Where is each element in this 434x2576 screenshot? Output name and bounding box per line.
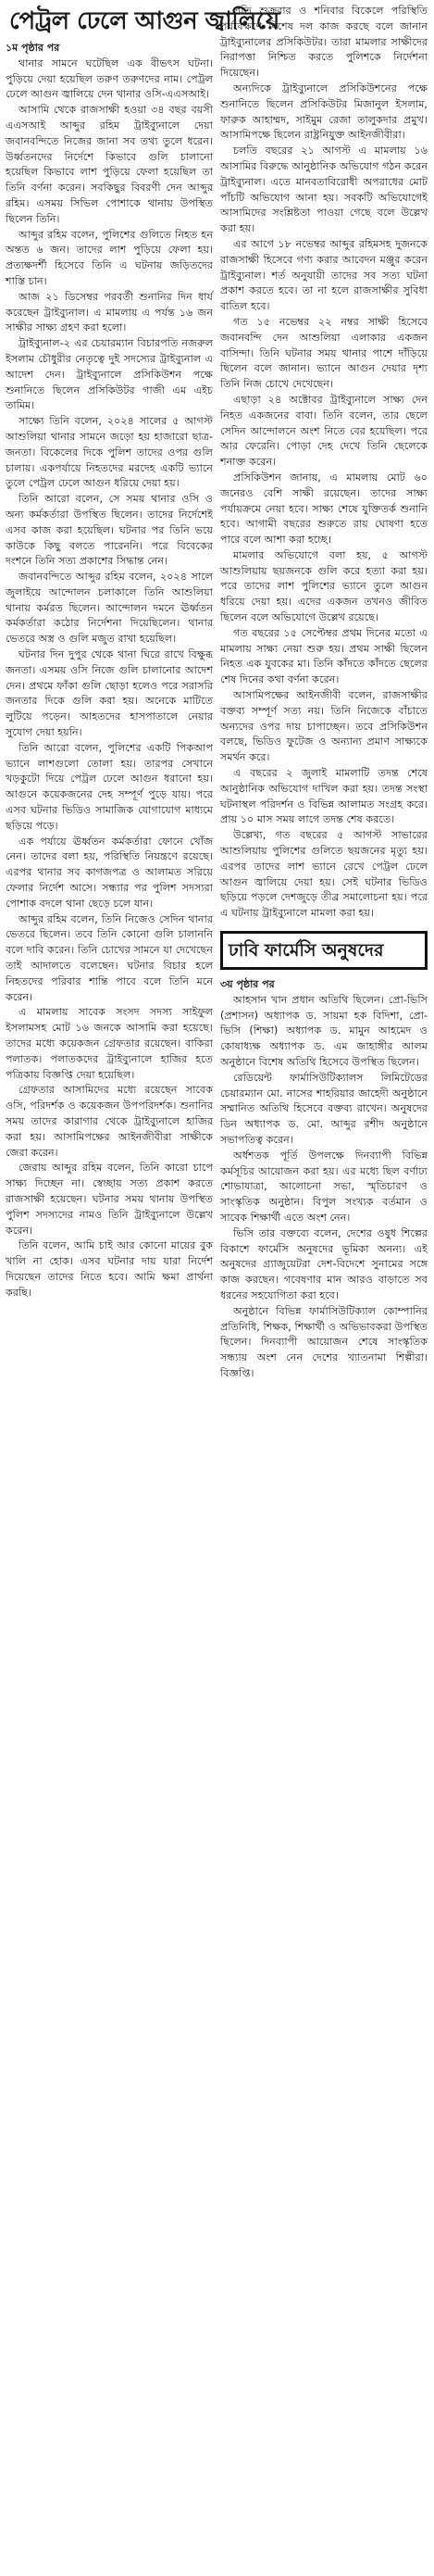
second-article-title: ঢাবি ফার্মেসি অনুষদের: [220, 931, 428, 970]
second-article-continued-from: ৩য় পৃষ্ঠার পর: [220, 978, 275, 991]
continued-from-label: ১ম পৃষ্ঠার পর: [6, 42, 60, 54]
paragraph: মামলার অভিযোগে বলা হয়, ৫ আগস্ট আশুলিয়ায় ছয়জনকে গুলি করে হত্যা করা হয়। পরে তাদের লাশ পুলিশের ভ্যানে তুলে আগুন ধরিয়ে দেয়া হয়। এদের একজন তখনও জীবিত ছিলেন বলে অভিযোগে উল্লেখ রয়েছে।: [220, 548, 428, 624]
paragraph: থানার সামনে ঘটেছিল এক বীভৎস ঘটনা। পুড়িয়ে দেয়া হয়েছিল তরুণ তরুণদের নাম। পেট্রল ঢেলে আগুন জ্বালিয়ে দেন থানার ওসি-এএসআই।: [6, 57, 213, 101]
paragraph: ভিসি তার বক্তব্যে বলেন, দেশের ওষুধ শিল্পের বিকাশে ফার্মেসি অনুষদের ভূমিকা অনন্য। এই অনুষদের গ্র্যাজুয়েটরা দেশ-বিদেশে সুনামের সঙ্গে কাজ করছেন। গবেষণার মান আরও বাড়াতে সব ধরনের সহযোগিতা করা হবে।: [220, 1226, 428, 1301]
paragraph: অনুষ্ঠানে বিভিন্ন ফার্মাসিউটিক্যাল কোম্পানির প্রতিনিধি, শিক্ষক, শিক্ষার্থী ও অভিভাবকরা উপস্থিত ছিলেন। দিনব্যাপী আয়োজন শেষে সাংস্কৃতিক সন্ধ্যায় অংশ নেন দেশের খ্যাতনামা শিল্পীরা। বিজ্ঞপ্তি।: [220, 1304, 428, 1379]
paragraph: গ্রেফতার আসামিদের মধ্যে রয়েছেন সাবেক ওসি, পরিদর্শক ও কয়েকজন উপপরিদর্শক। শুনানির সময় তাদের কারাগার থেকে ট্রাইব্যুনালে হাজির করা হয়। আসামিপক্ষের আইনজীবীরা সাক্ষীকে জেরা করেন।: [6, 1084, 213, 1159]
paragraph: এক পর্যায়ে ঊর্ধ্বতন কর্মকর্তারা ফোনে খোঁজ নেন। তাদের বলা হয়, পরিস্থিতি নিয়ন্ত্রণে রয়েছে। এরপর থানার সব কাগজপত্র ও আলামত সরিয়ে ফেলার নির্দেশ আসে। সন্ধ্যার পর পুলিশ সদস্যরা পোশাক বদলে থানা ছেড়ে চলে যান।: [6, 835, 213, 910]
paragraph: এ মামলায় সাবেক সংসদ সদস্য সাইফুল ইসলামসহ মোট ১৬ জনকে আসামি করা হয়েছে। তাদের মধ্যে কয়েকজন গ্রেফতার রয়েছেন। বাকিরা পলাতক। পলাতকদের ট্রাইব্যুনালে হাজির হতে পত্রিকায় বিজ্ঞপ্তি দেয়া হয়েছিল।: [6, 1006, 213, 1081]
paragraph: উল্লেখ্য, গত বছরের ৫ আগস্ট সাভারের আশুলিয়ায় পুলিশের গুলিতে ছয়জনের মৃত্যু হয়। এরপর তাদের লাশ ভ্যানে রেখে পেট্রল ঢেলে আগুন জ্বালিয়ে দেয়া হয়। সেই ঘটনার ভিডিও ছড়িয়ে পড়লে দেশজুড়ে তীব্র সমালোচনা হয়। পরে এ ঘটনায় ট্রাইব্যুনালে মামলা করা হয়।: [220, 829, 428, 920]
paragraph: প্রসিকিউশন জানায়, এ মামলায় মোট ৬০ জনেরও বেশি সাক্ষী রয়েছেন। তাদের সাক্ষ্য পর্যায়ক্রমে নেয়া হবে। সাক্ষ্য শেষে যুক্তিতর্ক শুনানি হবে। আগামী বছরের শুরুতে রায় ঘোষণা হতে পারে বলে আশা করা হচ্ছে।: [220, 471, 428, 547]
paragraph: আব্দুর রহিম বলেন, পুলিশের গুলিতে নিহত হন অন্তত ৬ জন। তাদের লাশ পুড়িয়ে ফেলা হয়। প্রত্যক্ষদর্শী হিসেবে তিনি এ ঘটনায় জড়িতদের শাস্তি চান।: [6, 228, 213, 287]
paragraph: চলতি বছরের ২১ আগস্ট এ মামলায় ১৬ আসামির বিরুদ্ধে আনুষ্ঠানিক অভিযোগ গঠন করেন ট্রাইব্যুনাল। এতে মানবতাবিরোধী অপরাধের মোট পাঁচটি অভিযোগ আনা হয়। সবকটি অভিযোগেই আসামিদের সংশ্লিষ্টতা পাওয়া গেছে বলে উল্লেখ করা হয়।: [220, 145, 428, 235]
paragraph: তিনি বলেন, আমি চাই আর কোনো মায়ের বুক খালি না হোক। এসব ঘটনার দায় যারা নির্দেশ দিয়েছেন তাদের নিতে হবে। আমি ক্ষমা প্রার্থনা করছি।: [6, 1239, 213, 1299]
paragraph: প্রতি শুক্রবার ও শনিবার বিকেলে পরিস্থিতি পর্যবেক্ষণে বিশেষ দল কাজ করছে বলে জানান ট্রাইব্যুনালের প্রসিকিউটর। তারা মামলার সাক্ষীদের নিরাপত্তা নিশ্চিত করতে পুলিশকে নির্দেশনা দিয়েছেন।: [220, 5, 428, 80]
paragraph: আব্দুর রহিম বলেন, তিনি নিজেও সেদিন থানার ভেতরে ছিলেন। তবে তিনি কোনো গুলি চালাননি বলে দাবি করেন। তিনি চোখের সামনে যা দেখেছেন তাই আদালতে বলেছেন। ঘটনার বিচার হলে নিহতদের পরিবার শান্তি পাবে বলে তিনি মনে করেন।: [6, 912, 213, 1003]
second-article-body: [220, 993, 428, 1382]
paragraph: ট্রাইব্যুনাল-২ এর চেয়ারম্যান বিচারপতি নজরুল ইসলাম চৌধুরীর নেতৃত্বে দুই সদস্যের ট্রাইব্যুনাল এ আদেশ দেন। ট্রাইব্যুনালে প্রসিকিউশন পক্ষে শুনানিতে ছিলেন প্রসিকিউটর গাজী এম এইচ তামিম।: [6, 337, 213, 412]
paragraph: আসামি থেকে রাজসাক্ষী হওয়া ৩৪ বছর বয়সী এএসআই আব্দুর রহিম ট্রাইব্যুনালে দেয়া জবানবন্দিতে নিজের জানা সব তথ্য তুলে ধরেন। উর্ধ্বতনদের নির্দেশে কিভাবে গুলি চালানো হয়েছিল কিভাবে লাশ পুড়িয়ে ফেলা হয়েছিল তা তিনি বর্ণনা করেন। সবকিছুর বিবরণী দেন আব্দুর রহিম। এসময় সিভিল পোশাকে থানায় উপস্থিত ছিলেন তিনি।: [6, 104, 213, 225]
paragraph: তিনি আরো বলেন, সে সময় থানার ওসি ও অন্য কর্মকর্তারা উপস্থিত ছিলেন। তাদের নির্দেশেই এসব কাজ করা হয়েছিল। ঘটনার পর তিনি ভয়ে কাউকে কিছু বলতে পারেননি। পরে বিবেকের দংশনে তিনি সত্য প্রকাশের সিদ্ধান্ত নেন।: [6, 493, 213, 568]
left-column: [6, 41, 213, 2576]
paragraph: সাক্ষ্যে তিনি বলেন, ২০২৪ সালের ৫ আগস্ট আশুলিয়া থানার সামনে জড়ো হয় হাজারো ছাত্র-জনতা। বিকেলের দিকে পুলিশ তাদের ওপর গুলি চালায়। একপর্যায়ে নিহতদের মরদেহ একটি ভ্যানে তুলে পেট্রল ঢেলে আগুন ধরিয়ে দেয়া হয়।: [6, 415, 213, 490]
paragraph: জেরায় আব্দুর রহিম বলেন, তিনি কারো চাপে সাক্ষ্য দিচ্ছেন না। স্বেচ্ছায় সত্য প্রকাশ করতে রাজসাক্ষী হয়েছেন। ঘটনার সময় থানায় উপস্থিত পুলিশ সদস্যদের নামও তিনি ট্রাইব্যুনালে উল্লেখ করেন।: [6, 1162, 213, 1237]
paragraph: অন্যদিকে ট্রাইব্যুনালে প্রসিকিউশনের পক্ষে শুনানিতে ছিলেন প্রসিকিউটর মিজানুল ইসলাম, ফারুক আহাম্মদ, সাইমুম রেজা তালুকদার প্রমুখ। আসামিপক্ষে ছিলেন রাষ্ট্রনিযুক্ত আইনজীবীরা।: [220, 82, 428, 142]
paragraph: আসামিপক্ষের আইনজীবী বলেন, রাজসাক্ষীর বক্তব্য সম্পূর্ণ সত্য নয়। তিনি নিজেকে বাঁচাতে অন্যদের ওপর দায় চাপাচ্ছেন। তবে প্রসিকিউশন বলছে, ভিডিও ফুটেজ ও অন্যান্য প্রমাণ সাক্ষ্যকে সমর্থন করে।: [220, 689, 428, 764]
article-columns: [6, 5, 428, 2576]
paragraph: তিনি আরো বলেন, পুলিশের একটি পিকআপ ভ্যানে লাশগুলো তোলা হয়। তারপর সেখানে খড়কুটো দিয়ে পেট্রল ঢেলে আগুন ধরানো হয়। আগুনে কয়েকজনের দেহ সম্পূর্ণ পুড়ে যায়। পরে এসব ঘটনার ভিডিও সামাজিক যোগাযোগ মাধ্যমে ছড়িয়ে পড়ে।: [6, 741, 213, 832]
paragraph: এ বছরের ২ জুলাই মামলাটি তদন্ত শেষে আনুষ্ঠানিক অভিযোগ দাখিল করা হয়। তদন্ত সংস্থা ঘটনাস্থল পরিদর্শন ও বিভিন্ন আলামত সংগ্রহ করে। প্রায় ১০ মাস সময় লাগে তদন্ত শেষ করতে।: [220, 767, 428, 826]
paragraph: এছাড়া ২৪ অক্টোবর ট্রাইব্যুনালে সাক্ষ্য দেন নিহত একজনের বাবা। তিনি বলেন, তার ছেলে সেদিন আন্দোলনে অংশ নিতে বের হয়েছিল। পরে আর ফেরেনি। পোড়া দেহ দেখে তিনি ছেলেকে শনাক্ত করেন।: [220, 393, 428, 469]
paragraph: এর আগে ১৮ নভেম্বর আব্দুর রহিমসহ দুজনকে রাজসাক্ষী হিসেবে গণ্য করার আবেদন মঞ্জুর করেন ট্রাইব্যুনাল। শর্ত অনুযায়ী তাদের সব সত্য ঘটনা প্রকাশ করতে হবে। তা না হলে রাজসাক্ষীর সুবিধা বাতিল হবে।: [220, 237, 428, 313]
article-headline: পেট্রল ঢেলে আগুন জ্বালিয়ে: [9, 7, 279, 35]
left-column-body: [6, 57, 213, 1301]
right-column: [220, 4, 428, 2539]
paragraph: আজ ২১ ডিসেম্বর পরবর্তী শুনানির দিন ধার্য করেছেন ট্রাইব্যুনাল। এ মামলায় এ পর্যন্ত ১৬ জন সাক্ষীর সাক্ষ্য গ্রহণ করা হলো।: [6, 290, 213, 334]
paragraph: রেডিয়েন্ট ফার্মাসিউটিক্যালস লিমিটেডের চেয়ারম্যান মো. নাসের শাহরিয়ার জাহেদী অনুষ্ঠানে সম্মানিত অতিথি হিসেবে বক্তব্য রাখেন। অনুষদের ডিন অধ্যাপক ড. মো. আব্দুর রশীদ অনুষ্ঠানে সভাপতিত্ব করেন।: [220, 1071, 428, 1146]
paragraph: গত ১৫ নভেম্বর ২২ নম্বর সাক্ষী হিসেবে জবানবন্দি দেন আশুলিয়া এলাকার একজন বাসিন্দা। তিনি ঘটনার সময় থানার পাশে দাঁড়িয়ে ছিলেন বলে জানান। ভ্যানে আগুন দেয়ার দৃশ্য তিনি নিজ চোখে দেখেছেন।: [220, 315, 428, 391]
paragraph: জবানবন্দিতে আব্দুর রহিম বলেন, ২০২৪ সালে জুলাইয়ে আন্দোলন চলাকালে তিনি আশুলিয়া থানায় কর্মরত ছিলেন। আন্দোলন দমনে ঊর্ধ্বতন কর্মকর্তারা কঠোর নির্দেশনা দিয়েছিলেন। থানার ভেতরে অস্ত্র ও গুলি মজুত রাখা হয়েছিল।: [6, 571, 213, 646]
paragraph: অর্ধশতক পূর্তি উপলক্ষে দিনব্যাপী বিভিন্ন কর্মসূচির আয়োজন করা হয়। এর মধ্যে ছিল বর্ণাঢ্য শোভাযাত্রা, আলোচনা সভা, স্মৃতিচারণ ও সাংস্কৃতিক অনুষ্ঠান। বিপুল সংখ্যক বর্তমান ও সাবেক শিক্ষার্থী এতে অংশ নেন।: [220, 1149, 428, 1224]
paragraph: গত বছরের ১৫ সেপ্টেম্বর প্রথম দিনের মতো এ মামলায় সাক্ষ্য নেয়া শুরু হয়। প্রথম সাক্ষী ছিলেন নিহত এক যুবকের মা। তিনি কাঁদতে কাঁদতে ছেলের শেষ দিনের কথা বর্ণনা করেন।: [220, 626, 428, 686]
paragraph: ঘটনার দিন দুপুর থেকে থানা ঘিরে রাখে বিক্ষুব্ধ জনতা। এসময় ওসি নিজে গুলি চালানোর আদেশ দেন। প্রথমে ফাঁকা গুলি ছোড়া হলেও পরে সরাসরি জনতার দিকে গুলি করা হয়। অনেকে মাটিতে লুটিয়ে পড়েন। আহতদের হাসপাতালে নেয়ার সুযোগ দেয়া হয়নি।: [6, 648, 213, 739]
paragraph: আহসান খান প্রধান অতিথি ছিলেন। প্রো-ভিসি (প্রশাসন) অধ্যাপক ড. সায়মা হক বিদিশা, প্রো-ভিসি (শিক্ষা) অধ্যাপক ড. মামুন আহমেদ ও কোষাধ্যক্ষ অধ্যাপক ড. এম জাহাঙ্গীর আলম অনুষ্ঠানে বিশেষ অতিথি হিসেবে উপস্থিত ছিলেন।: [220, 993, 428, 1068]
right-column-body: [220, 4, 428, 922]
